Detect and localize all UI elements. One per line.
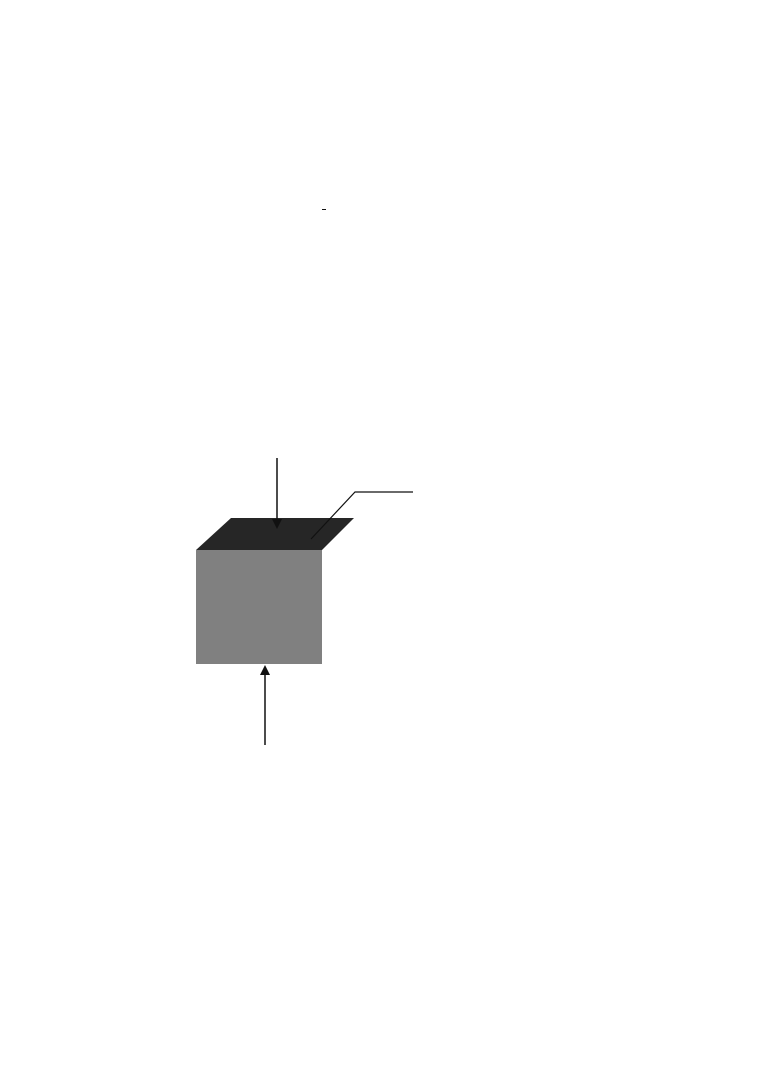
specimen-front-face <box>196 550 322 664</box>
specimen-top-face <box>196 518 354 550</box>
